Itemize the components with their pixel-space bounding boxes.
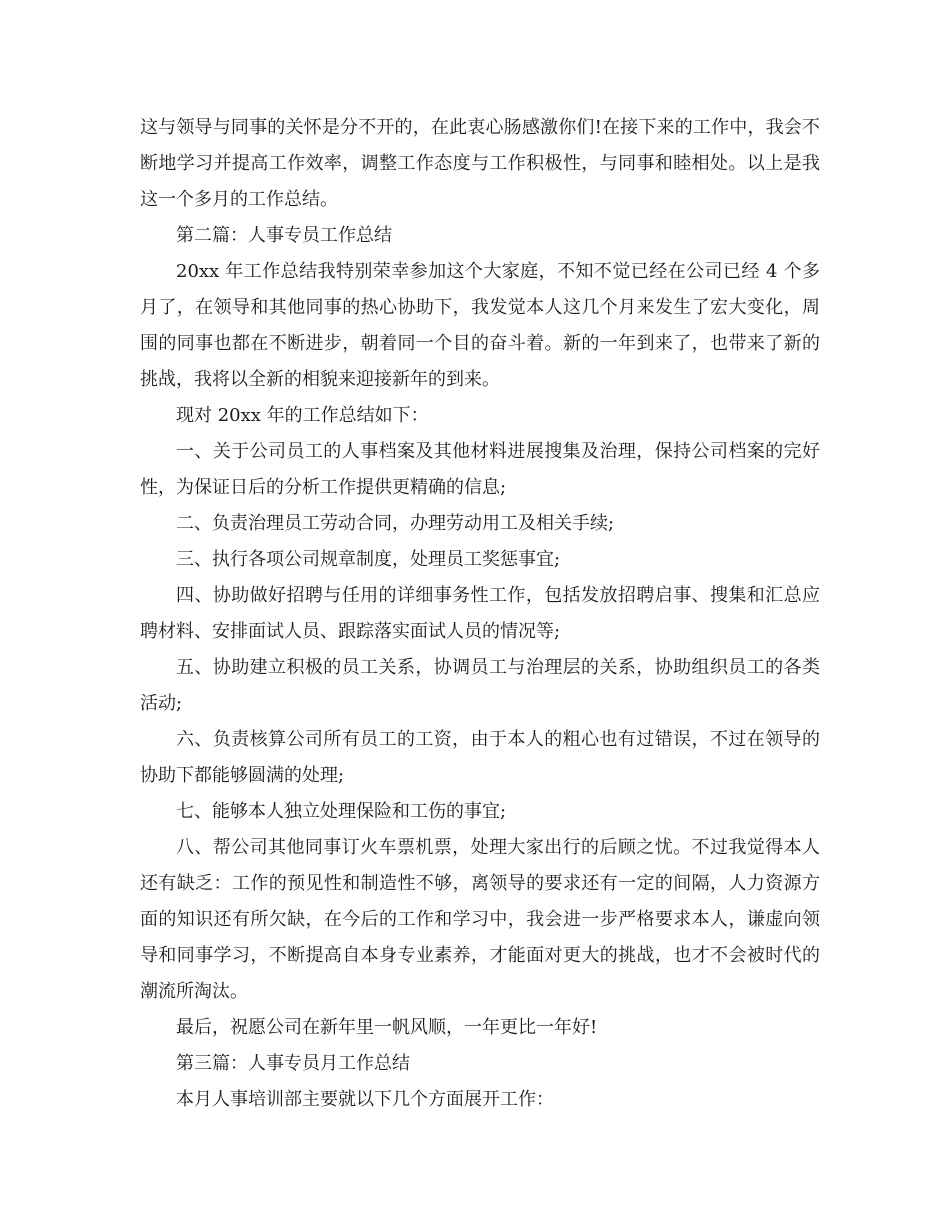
- section-heading-2: 第二篇：人事专员工作总结: [176, 225, 392, 246]
- paragraph: 20xx 年工作总结我特别荣幸参加这个大家庭，不知不觉已经在公司已经 4 个多月了，在领导和其他同事的热心协助下，我发觉本人这几个月来发生了宏大变化，周围的同事也都在不断进步，朝着同一个目的奋斗着。新的一年到来了，也带来了新的挑战，我将以全新的相貌来迎接新年的到来。: [140, 261, 820, 390]
- list-item: 七、能够本人独立处理保险和工伤的事宜;: [176, 801, 507, 822]
- list-item: 四、协助做好招聘与任用的详细事务性工作，包括发放招聘启事、搜集和汇总应聘材料、安排面试人员、跟踪落实面试人员的情况等;: [140, 585, 820, 642]
- paragraph: 最后，祝愿公司在新年里一帆风顺，一年更比一年好!: [176, 1017, 598, 1038]
- list-item: 六、负责核算公司所有员工的工资，由于本人的粗心也有过错误，不过在领导的协助下都能够圆满的处理;: [140, 729, 820, 786]
- list-item: 五、协助建立积极的员工关系，协调员工与治理层的关系，协助组织员工的各类活动;: [140, 657, 820, 714]
- list-item: 八、帮公司其他同事订火车票机票，处理大家出行的后顾之忧。不过我觉得本人还有缺乏：工作的预见性和制造性不够，离领导的要求还有一定的间隔，人力资源方面的知识还有所欠缺，在今后的工作和学习中，我会进一步严格要求本人，谦虚向领导和同事学习，不断提高自本身专业素养，才能面对更大的挑战，也才不会被时代的潮流所淘汰。: [140, 837, 820, 1002]
- list-item: 二、负责治理员工劳动合同，办理劳动用工及相关手续;: [176, 513, 615, 534]
- paragraph-continuation: 这与领导与同事的关怀是分不开的，在此衷心肠感激你们!在接下来的工作中，我会不断地学习并提高工作效率，调整工作态度与工作积极性，与同事和睦相处。以上是我这一个多月的工作总结。: [140, 117, 820, 210]
- list-item: 一、关于公司员工的人事档案及其他材料进展搜集及治理，保持公司档案的完好性，为保证日后的分析工作提供更精确的信息;: [140, 441, 820, 498]
- list-item: 三、执行各项公司规章制度，处理员工奖惩事宜;: [176, 549, 561, 570]
- paragraph: 现对 20xx 年的工作总结如下：: [176, 405, 429, 426]
- section-heading-3: 第三篇：人事专员月工作总结: [176, 1053, 410, 1074]
- paragraph: 本月人事培训部主要就以下几个方面展开工作：: [176, 1089, 554, 1110]
- document-body: [140, 110, 820, 1118]
